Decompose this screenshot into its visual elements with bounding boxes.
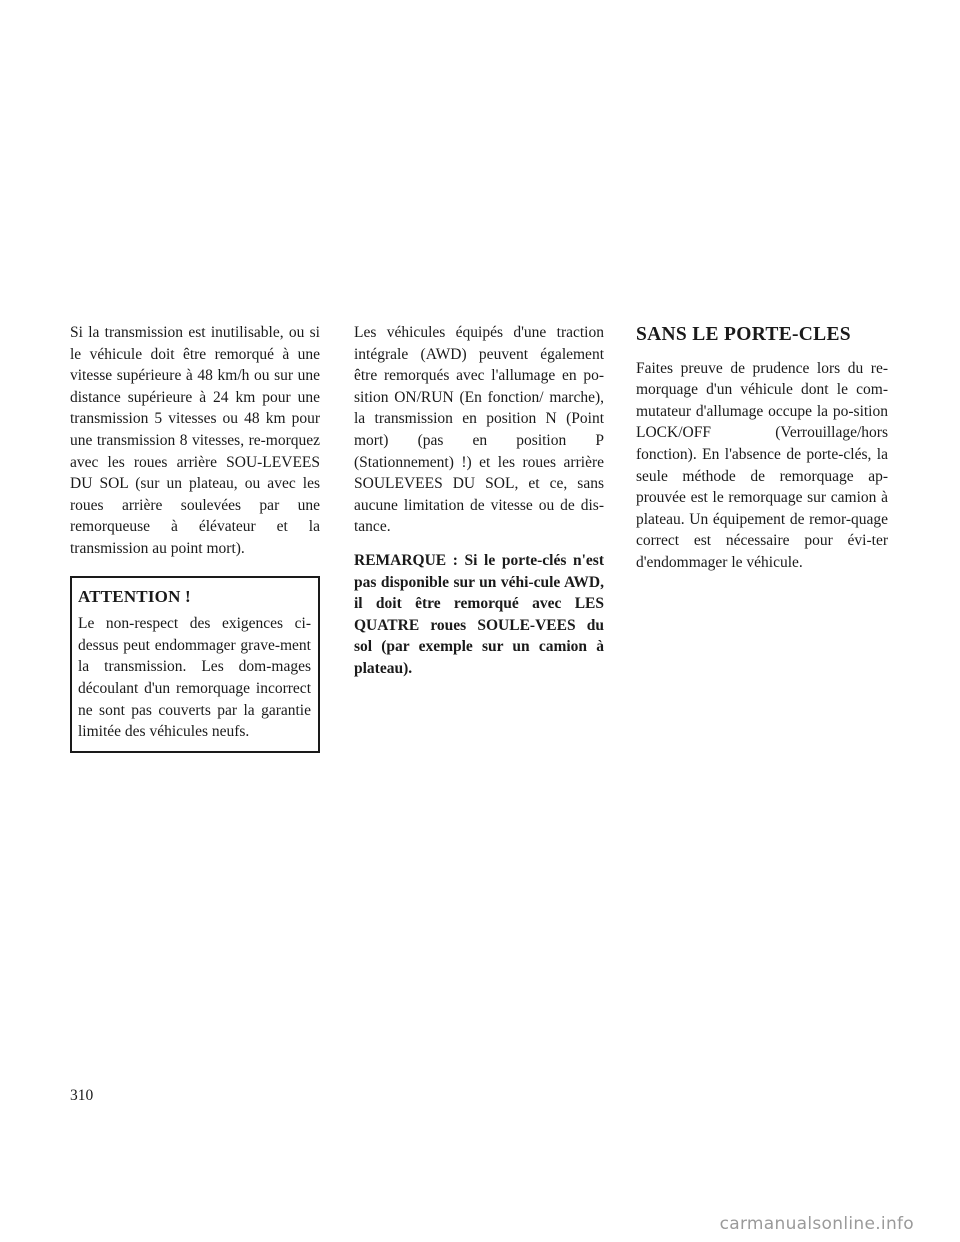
keyfob-paragraph: Faites preuve de prudence lors du re-morquage d'un véhicule dont le com-mutateur d'allumage occupe la po-sition LOCK/OFF (Verrouillage/hors fonction). En l'absence de porte-clés, la seule méthode de remorquage ap-prouvée est le remorquage sur camion à plateau. Un équipement de remor-quage correct est nécessaire pour évi-ter d'endommager le véhicule.: [636, 359, 888, 571]
note-paragraph: REMARQUE : Si le porte-clés n'est pas disponible sur un véhi-cule AWD, il doit être remorqué avec LES QUATRE roues SOULE-VEES du sol (par exemple sur un camion à plateau).: [354, 551, 604, 677]
awd-paragraph: Les véhicules équipés d'une traction intégrale (AWD) peuvent également être remorqués avec l'allumage en po-sition ON/RUN (En fonction/ marche), la transmission en position N (Point mort) (pas en position P (Stationnement) !) et les roues arrière SOULEVEES DU SOL, et ce, sans aucune limitation de vitesse ou de dis-tance.: [354, 324, 604, 536]
warning-text: Le non-respect des exigences ci-dessus peut endommager grave-ment la transmission. Les dom-mages découlant d'un remorquage incorrect ne sont pas couverts par la garantie limitée des véhicules neufs.: [78, 615, 311, 741]
page-number: 310: [70, 1087, 94, 1104]
warning-box: [70, 576, 320, 753]
middle-column: [354, 322, 604, 680]
towing-paragraph: Si la transmission est inutilisable, ou si le véhicule doit être remorqué à une vitesse supérieure à 48 km/h ou sur une distance supérieure à 24 km pour une transmission 5 vitesses ou 48 km pour une transmission 8 vitesses, re-morquez avec les roues arrière SOU-LEVEES DU SOL (sur un plateau, ou avec les roues arrière soulevées par une remorqueuse à élévateur et la transmission au point mort).: [70, 324, 320, 557]
watermark: carmanualsonline.info: [719, 1214, 914, 1234]
left-column: [70, 322, 320, 753]
warning-title: ATTENTION !: [78, 586, 191, 606]
section-heading: SANS LE PORTE-CLES: [636, 324, 851, 345]
right-column: [636, 322, 888, 574]
